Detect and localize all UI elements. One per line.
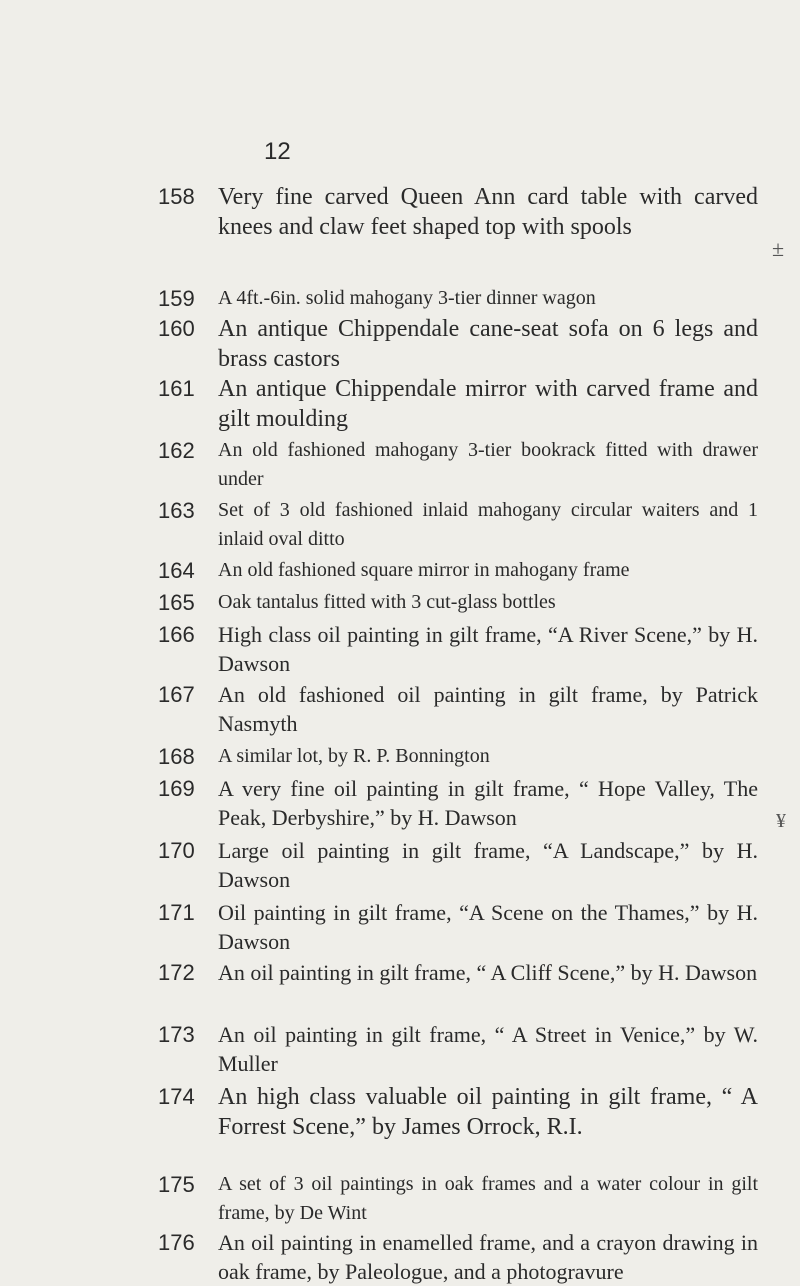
lot-description: Large oil painting in gilt frame, “A Landscape,” by H. Dawson bbox=[218, 838, 758, 892]
lot-number: 174 bbox=[158, 1084, 195, 1109]
lot-number: 161 bbox=[158, 376, 195, 401]
lot-description: A very fine oil painting in gilt frame, “ Hope Valley, The Peak, Derbyshire,” by H. Dawson bbox=[218, 776, 758, 830]
lot-number: 170 bbox=[158, 838, 195, 863]
lot-description: Set of 3 old fashioned inlaid mahogany circular waiters and 1 inlaid oval ditto bbox=[218, 499, 758, 550]
margin-mark-icon: ¥ bbox=[776, 810, 786, 832]
lot-description: A 4ft.-6in. solid mahogany 3-tier dinner wagon bbox=[218, 287, 596, 309]
lot-description: An antique Chippendale mirror with carved frame and gilt moulding bbox=[218, 376, 758, 432]
lot-description: An old fashioned mahogany 3-tier bookrack fitted with drawer under bbox=[218, 439, 758, 490]
page-number: 12 bbox=[264, 138, 291, 165]
lot-number: 162 bbox=[158, 438, 195, 463]
lot-description: An old fashioned square mirror in mahogany frame bbox=[218, 559, 630, 581]
lot-description: A set of 3 oil paintings in oak frames and a water colour in gilt frame, by De Wint bbox=[218, 1173, 758, 1224]
lot-number: 163 bbox=[158, 498, 195, 523]
lot-description: Oil painting in gilt frame, “A Scene on the Thames,” by H. Dawson bbox=[218, 900, 758, 954]
lot-number: 164 bbox=[158, 558, 195, 583]
lot-description: An high class valuable oil painting in gilt frame, “ A Forrest Scene,” by James Orrock, R.I. bbox=[218, 1084, 758, 1140]
lot-number: 176 bbox=[158, 1230, 195, 1255]
margin-mark-icon: ± bbox=[772, 236, 785, 261]
lot-number: 166 bbox=[158, 622, 195, 647]
lot-number: 175 bbox=[158, 1172, 195, 1197]
lot-description: An oil painting in gilt frame, “ A Cliff Scene,” by H. Dawson bbox=[218, 960, 758, 985]
lot-description: An old fashioned oil painting in gilt frame, by Patrick Nasmyth bbox=[218, 682, 758, 736]
lot-description: High class oil painting in gilt frame, “A River Scene,” by H. Dawson bbox=[218, 622, 758, 676]
lot-number: 160 bbox=[158, 316, 195, 341]
lot-number: 173 bbox=[158, 1022, 195, 1047]
lot-number: 167 bbox=[158, 682, 195, 707]
lot-number: 158 bbox=[158, 184, 195, 209]
lot-number: 168 bbox=[158, 744, 195, 769]
lot-number: 165 bbox=[158, 590, 195, 615]
lot-description: Very fine carved Queen Ann card table with carved knees and claw feet shaped top with spools bbox=[218, 184, 758, 240]
lot-number: 171 bbox=[158, 900, 195, 925]
lot-description: An antique Chippendale cane-seat sofa on 6 legs and brass castors bbox=[218, 316, 758, 372]
lot-description: An oil painting in enamelled frame, and a crayon drawing in oak frame, by Paleologue, and a photogravure bbox=[218, 1230, 758, 1284]
lot-description: An oil painting in gilt frame, “ A Street in Venice,” by W. Muller bbox=[218, 1022, 758, 1076]
lot-number: 169 bbox=[158, 776, 195, 801]
lot-description: Oak tantalus fitted with 3 cut-glass bottles bbox=[218, 591, 556, 613]
lot-description: A similar lot, by R. P. Bonnington bbox=[218, 745, 490, 767]
lot-number: 159 bbox=[158, 286, 195, 311]
lot-number: 172 bbox=[158, 960, 195, 985]
